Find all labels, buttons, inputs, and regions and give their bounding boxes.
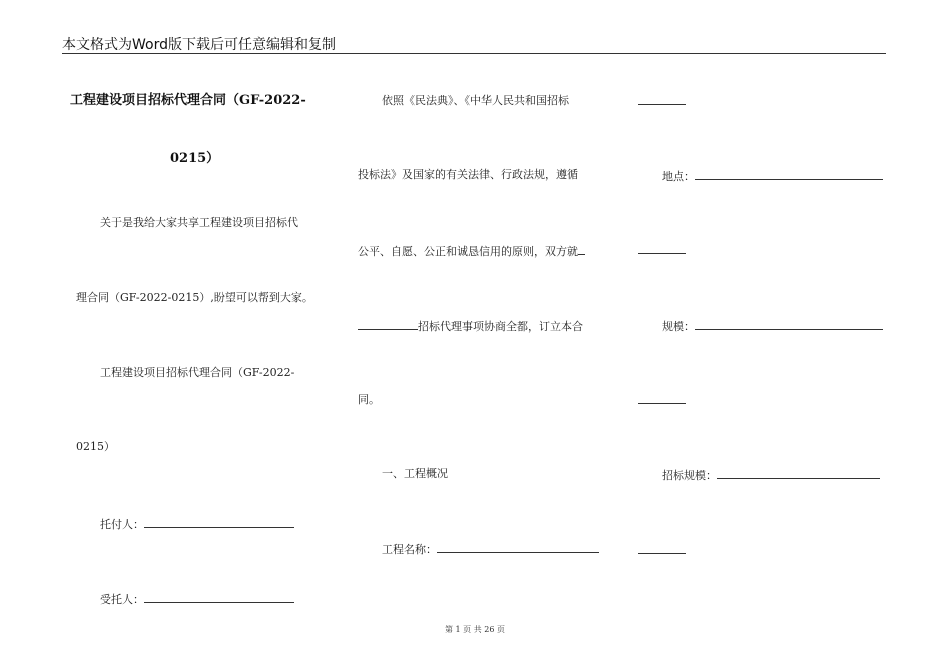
page-indicator: 第 1 页 共 26 页	[445, 625, 505, 634]
scale-field	[662, 318, 883, 334]
location-label: 地点：	[662, 170, 695, 183]
body-text-line1: 依照《民法典》、《中华人民共和国招标	[382, 94, 569, 107]
body-text-line3-text: 公平、自愿、公正和诚恳信用的原则，双方就	[358, 245, 578, 258]
client-label: 托付人：	[100, 518, 144, 531]
bid-scale-blank	[717, 467, 880, 479]
blank-line	[638, 104, 686, 105]
contract-title-line1: 工程建设项目招标代理合同（GF-2022-	[100, 366, 295, 379]
agent-blank	[144, 591, 294, 603]
header-divider	[62, 53, 886, 54]
body-text-line2: 投标法》及国家的有关法律、行政法规，遵循	[358, 168, 578, 181]
blank-line	[638, 403, 686, 404]
agent-field	[100, 591, 294, 607]
intro-text-line1: 关于是我给大家共享工程建设项目招标代	[100, 216, 298, 229]
body-text-line3-blank	[578, 243, 585, 255]
client-field	[100, 516, 294, 532]
project-name-label: 工程名称：	[382, 543, 437, 556]
blank-line	[638, 553, 686, 554]
scale-label: 规模：	[662, 320, 695, 333]
contract-title-line2: 0215）	[76, 440, 115, 453]
body-text-line4	[358, 318, 583, 334]
location-blank	[695, 168, 883, 180]
bid-scale-label: 招标规模：	[662, 469, 717, 482]
client-blank	[144, 516, 294, 528]
scale-blank	[695, 318, 883, 330]
section-heading-1: 一、工程概况	[382, 467, 448, 480]
intro-text-line2: 理合同（GF-2022-0215）,盼望可以帮到大家。	[76, 291, 313, 304]
document-title-line2: 0215）	[170, 151, 220, 166]
body-text-line4-blank	[358, 318, 418, 330]
project-name-blank	[437, 541, 599, 553]
agent-label: 受托人：	[100, 593, 144, 606]
blank-line	[638, 253, 686, 254]
document-banner: 本文格式为Word版下载后可任意编辑和复制	[62, 37, 336, 53]
bid-scale-field	[662, 467, 880, 483]
location-field	[662, 168, 883, 184]
body-text-line5: 同。	[358, 393, 380, 406]
body-text-line4-text: 招标代理事项协商全都，订立本合	[418, 320, 583, 333]
body-text-line3	[358, 243, 585, 259]
project-name-field	[382, 541, 599, 557]
document-title-line1: 工程建设项目招标代理合同（GF-2022-	[70, 93, 306, 108]
